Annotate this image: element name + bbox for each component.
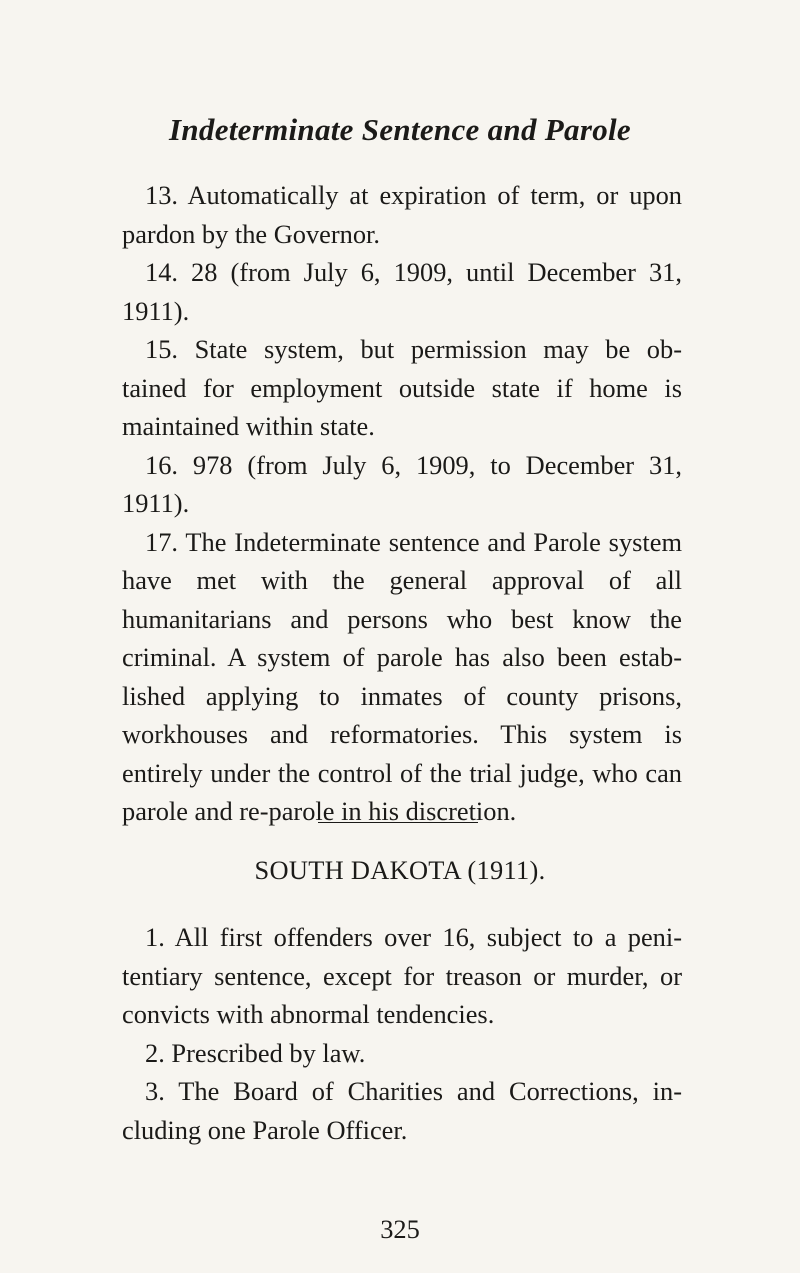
- paragraph-3: 3. The Board of Charities and Corrections, in- cluding one Parole Officer.: [122, 1076, 682, 1145]
- paragraph-17: 17. The Indeterminate sentence and Parole system have met with the general approval of all humanitarians and persons who best know the criminal. A system of parole has also been estab- lished applying to inmates of county prisons, workhouses and reformatories. This system is entirely under the control of the trial judge, who can parole and re-parole in his discretion.: [122, 526, 682, 826]
- section-divider: [318, 822, 478, 823]
- body-text-upper: [122, 176, 682, 831]
- section-heading: SOUTH DAKOTA (1911).: [254, 855, 546, 885]
- paragraph-1: 1. All first offenders over 16, subject to a peni- tentiary sentence, except for treason or murder, or convicts with abnormal tendencies.: [122, 922, 682, 1029]
- running-head: Indeterminate Sentence and Parole: [169, 112, 631, 147]
- paragraph-15: 15. State system, but permission may be ob- tained for employment outside state if home is maintained within state.: [122, 334, 682, 441]
- page-number: 325: [380, 1214, 420, 1244]
- paragraph-14: 14. 28 (from July 6, 1909, until December 31, 1911).: [122, 257, 682, 326]
- paragraph-13: 13. Automatically at expiration of term, or upon pardon by the Governor.: [122, 180, 682, 249]
- paragraph-2: 2. Prescribed by law.: [145, 1037, 366, 1068]
- body-text-lower: [122, 918, 682, 1149]
- paragraph-16: 16. 978 (from July 6, 1909, to December 31, 1911).: [122, 449, 682, 518]
